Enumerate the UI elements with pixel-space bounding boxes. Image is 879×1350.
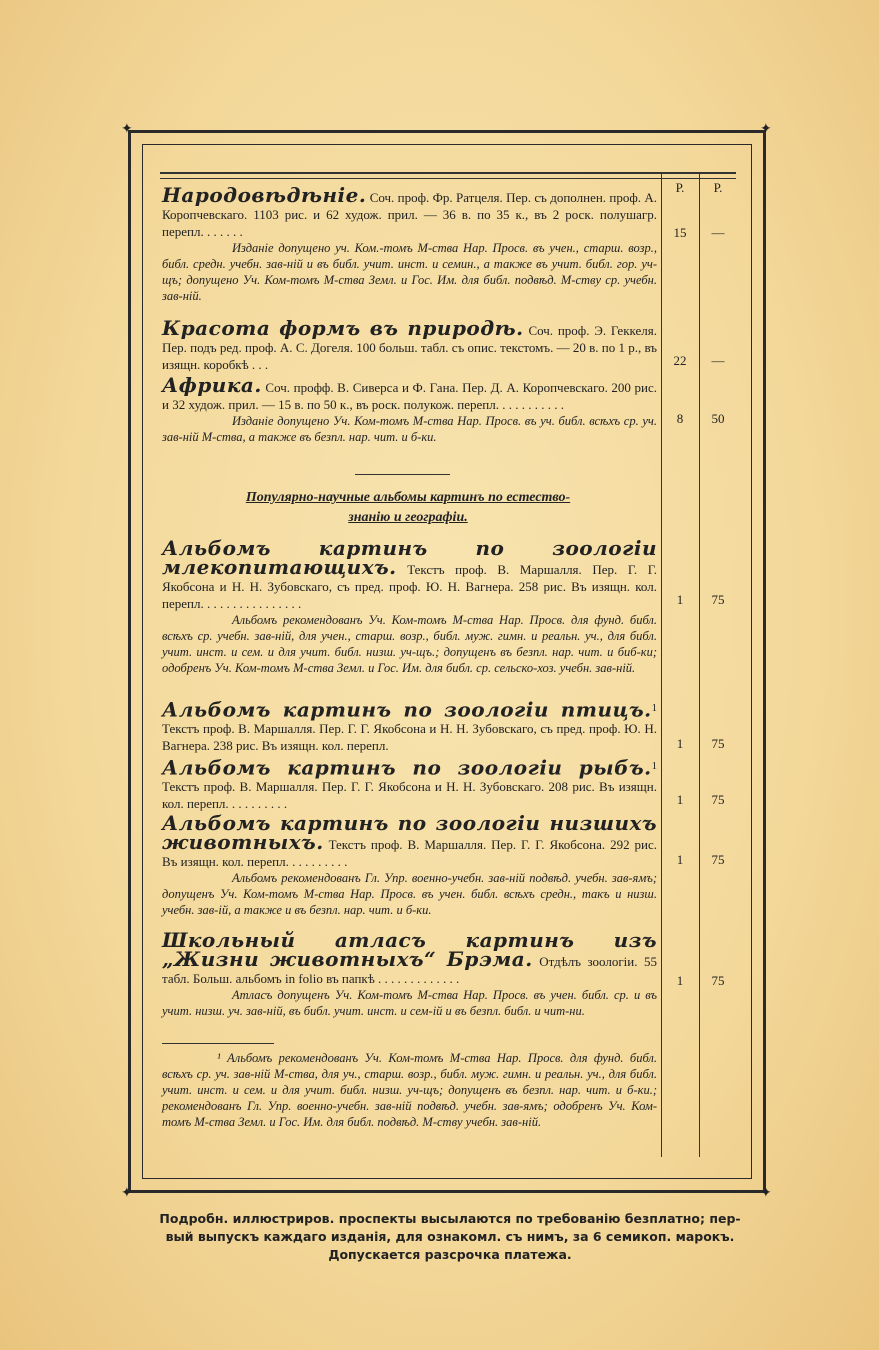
entry-title: Народовѣдѣніе. bbox=[162, 183, 367, 207]
album-note: Атласъ допущенъ Уч. Ком-томъ М-ства Нар. Просв. въ учен. библ. ср. и въ учит. низш. уч. зав-ній, въ библ. учит. инст. и сем-ій и въ безпл. библ. и чит-ни. bbox=[162, 988, 657, 1018]
price-rub: 1 bbox=[676, 736, 684, 751]
album-title: Альбомъ картинъ по зоологіи млекопитающихъ. bbox=[162, 536, 657, 579]
price-rub: 1 bbox=[676, 592, 684, 607]
price-kop: 75 bbox=[711, 736, 725, 751]
entry-title: Африка. bbox=[162, 373, 262, 397]
section-heading bbox=[160, 488, 656, 528]
corner-ornament: ✦ bbox=[121, 122, 133, 137]
price-rub: 15 bbox=[673, 225, 687, 240]
footnote-mark: 1 bbox=[651, 760, 657, 772]
separator bbox=[355, 474, 450, 475]
album-text: Текстъ проф. В. Маршалля. Пер. Г. Г. Якобсона и Н. Н. Зубовскаго. 208 рис. Въ изящн. кол. перепл. . . . . . . . . . bbox=[162, 779, 657, 812]
price-kop: 75 bbox=[711, 792, 725, 807]
catalog-entry bbox=[162, 373, 657, 445]
album-title: Школьный атласъ картинъ изъ „Жизни животныхъ“ Брэма. bbox=[162, 928, 657, 971]
footnote-mark: 1 bbox=[651, 702, 657, 714]
corner-ornament: ✦ bbox=[121, 1186, 133, 1201]
price-rub: 1 bbox=[676, 852, 684, 867]
entry-note: Изданіе допущено уч. Ком.-томъ М-ства Нар. Просв. въ учен., старш. возр., библ. средн. учебн. зав-ній и въ библ. учит. инст. и семин., а также въ учит. библ. гор. уч-щъ; допущено Уч. Ком-томъ М-ства Земл. и Гос. Им. для библ. подвѣд. М-ству ср. учебн. зав-ній. bbox=[162, 241, 657, 303]
price-rub: 1 bbox=[676, 973, 684, 988]
column-header-rub: Р. bbox=[675, 180, 685, 195]
price-kop: — bbox=[711, 353, 725, 368]
price-kop: 50 bbox=[711, 411, 725, 426]
price-rub: 22 bbox=[673, 353, 687, 368]
album-entry bbox=[162, 755, 657, 812]
footnote-separator bbox=[162, 1043, 274, 1044]
footer-notice bbox=[130, 1210, 770, 1264]
column-header-kop: Р. bbox=[713, 180, 723, 195]
album-text: Текстъ проф. В. Маршалля. Пер. Г. Г. Якобсона. 292 рис. Въ изящн. кол. перепл. . . . . . . . . . bbox=[162, 837, 657, 869]
price-kop: — bbox=[711, 225, 725, 240]
price-kop: 75 bbox=[711, 973, 725, 988]
album-title: Альбомъ картинъ по зоологіи птицъ. bbox=[162, 697, 652, 722]
entry-text: Соч. проф. Фр. Ратцеля. Пер. съ дополнен. проф. А. Коропчевскаго. 1103 рис. и 62 худож. прил. — 36 в. по 35 к., въ 2 роск. полушагр. перепл. . . . . . . bbox=[162, 190, 658, 239]
album-entry bbox=[162, 811, 657, 918]
price-kop: 75 bbox=[711, 852, 725, 867]
entry-note: Изданіе допущено Уч. Ком-томъ М-ства Нар. Просв. въ уч. библ. всѣхъ ср. уч. зав-ній М-ства, а также въ безпл. нар. чит. и б-ки. bbox=[162, 414, 657, 444]
album-entry bbox=[162, 697, 657, 754]
corner-ornament: ✦ bbox=[760, 1186, 772, 1201]
section-heading-line: Популярно-научные альбомы картинъ по естество- bbox=[245, 490, 571, 505]
album-title: Альбомъ картинъ по зоологіи рыбъ. bbox=[162, 755, 652, 780]
section-heading-line: знанію и географіи. bbox=[348, 510, 468, 525]
entry-text: Соч. профф. В. Сиверса и Ф. Гана. Пер. Д. А. Коропчевскаго. 200 рис. и 32 худож. прил. — 15 в. по 50 к., въ роск. полукож. перепл. . . . . . . . . . . bbox=[162, 380, 657, 412]
footer-line: Допускается разсрочка платежа. bbox=[328, 1247, 572, 1262]
price-column-divider bbox=[699, 172, 700, 1157]
album-title: Альбомъ картинъ по зоологіи низшихъ животныхъ. bbox=[162, 811, 657, 854]
footer-line: Подробн. иллюстриров. проспекты высылаются по требованію безплатно; пер- bbox=[159, 1211, 741, 1226]
price-column-divider bbox=[661, 172, 662, 1157]
album-text: Текстъ проф. В. Маршалля. Пер. Г. Г. Якобсона и Н. Н. Зубовскаго, съ пред. проф. Ю. Н. Вагнера. 258 рис. Въ изящн. кол. перепл. . . . . . . . . . . . . . . . bbox=[162, 562, 658, 611]
catalog-entry bbox=[162, 316, 657, 373]
catalog-entry bbox=[162, 183, 658, 304]
entry-text: Соч. проф. Э. Геккеля. Пер. подъ ред. проф. А. С. Догеля. 100 больш. табл. съ опис. текстомъ. — 20 в. по 1 р., въ изящн. коробкѣ . . . bbox=[162, 323, 657, 372]
corner-ornament: ✦ bbox=[760, 122, 772, 137]
album-entry bbox=[162, 536, 658, 676]
price-rub: 8 bbox=[676, 411, 684, 426]
album-note: Альбомъ рекомендованъ Гл. Упр. военно-учебн. зав-ній подвѣд. учебн. зав-ямъ; допущенъ Уч. Ком-томъ М-ства Нар. Просв. въ учен. библ. всѣхъ средн., такъ и низш. учебн. зав-ій, а также и въ безпл. нар. чит. и б-ки. bbox=[162, 871, 657, 917]
top-double-rule bbox=[160, 172, 736, 179]
footnote: ¹ Альбомъ рекомендованъ Уч. Ком-томъ М-ства Нар. Просв. для фунд. библ. всѣхъ ср. уч. зав-ній М-ства, для уч., старш. возр., библ. муж. гимн. и реальн. уч., для библ. учит. инст. и сем. и для учит. библ. низш. уч-щъ; допущенъ въ безпл. нар. чит. и б-ки.; рекомендованъ Гл. Упр. военно-учебн. зав-ній подвѣд. учебн. зав-ямъ; одобренъ Уч. Ком-томъ М-ства Земл. и Гос. Им. для библ. подвѣд. М-ству учебн. зав-ній. bbox=[162, 1051, 657, 1129]
album-note: Альбомъ рекомендованъ Уч. Ком-томъ М-ства Нар. Просв. для фунд. библ. всѣхъ ср. учебн. зав-ній, для учен., старш. возр., библ. муж. гимн. и реальн. уч., для библ. учит. инст. и сем. и для учит. библ. низш. уч-щъ.; допущенъ въ безпл. нар. чит. и биб-ки; одобренъ Уч. Ком-томъ М-ства Земл. и Гос. Им. для библ. ср. сельско-хоз. учебн. зав-ній. bbox=[162, 613, 657, 675]
footer-line: вый выпускъ каждаго изданія, для ознакомл. съ нимъ, за 6 семикоп. марокъ. bbox=[165, 1229, 735, 1244]
price-kop: 75 bbox=[711, 592, 725, 607]
price-rub: 1 bbox=[676, 792, 684, 807]
entry-title: Красота формъ въ природѣ. bbox=[162, 316, 524, 340]
album-text: Отдѣлъ зоологіи. 55 табл. Больш. альбомъ in folio въ папкѣ . . . . . . . . . . . . . bbox=[162, 954, 658, 986]
album-text: Текстъ проф. В. Маршалля. Пер. Г. Г. Якобсона и Н. Н. Зубовскаго, съ пред. проф. Ю. Н. Вагнера. 238 рис. Въ изящн. кол. перепл. bbox=[162, 721, 657, 754]
album-entry bbox=[162, 928, 658, 1019]
